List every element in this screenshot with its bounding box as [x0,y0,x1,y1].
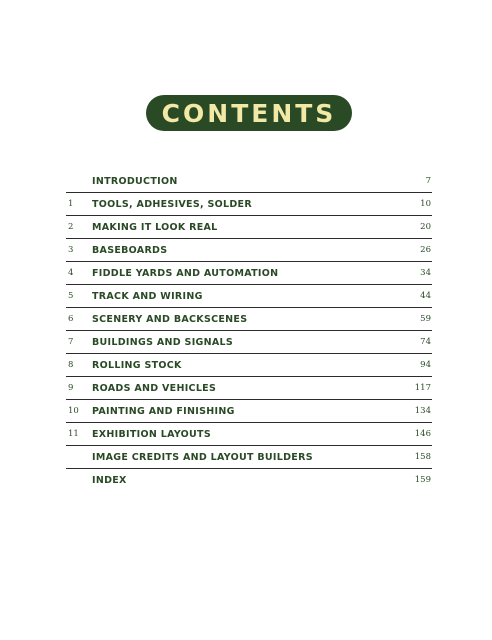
toc-entry[interactable] [66,400,432,423]
toc-entry[interactable] [66,170,432,193]
chapter-title: FIDDLE YARDS AND AUTOMATION [92,268,279,279]
page-number: 7 [425,176,431,186]
toc-entry[interactable] [66,216,432,239]
page-number: 134 [414,406,431,416]
page-number: 20 [420,222,431,232]
chapter-number: 1 [68,199,74,209]
chapter-title: TOOLS, ADHESIVES, SOLDER [92,199,252,210]
page-number: 74 [420,337,431,347]
page-number: 26 [420,245,431,255]
toc-entry[interactable] [66,239,432,262]
chapter-title: PAINTING AND FINISHING [92,406,235,417]
chapter-number: 2 [68,222,74,232]
chapter-title: INTRODUCTION [92,176,178,187]
chapter-number: 3 [68,245,74,255]
toc-entry[interactable] [66,469,432,492]
page-number: 59 [420,314,431,324]
table-of-contents [66,170,432,492]
chapter-number: 8 [68,360,74,370]
page-number: 158 [414,452,431,462]
toc-entry[interactable] [66,331,432,354]
chapter-title: INDEX [92,475,127,486]
chapter-title: BUILDINGS AND SIGNALS [92,337,234,348]
toc-entry[interactable] [66,377,432,400]
page-number: 159 [414,475,431,485]
page-number: 10 [420,199,431,209]
chapter-title: TRACK AND WIRING [92,291,203,302]
chapter-number: 9 [68,383,74,393]
chapter-title: BASEBOARDS [92,245,168,256]
page-title: CONTENTS [161,98,337,128]
page-number: 117 [414,383,431,393]
toc-entry[interactable] [66,354,432,377]
toc-entry[interactable] [66,423,432,446]
chapter-title: SCENERY AND BACKSCENES [92,314,248,325]
chapter-number: 11 [68,429,79,439]
chapter-title: MAKING IT LOOK REAL [92,222,218,233]
chapter-number: 10 [68,406,79,416]
chapter-title: ROLLING STOCK [92,360,182,371]
chapter-number: 4 [68,268,74,278]
page-number: 94 [420,360,431,370]
page-number: 34 [420,268,431,278]
chapter-number: 6 [68,314,74,324]
chapter-number: 7 [68,337,74,347]
toc-entry[interactable] [66,308,432,331]
chapter-title: EXHIBITION LAYOUTS [92,429,211,440]
page-number: 146 [414,429,431,439]
toc-entry[interactable] [66,262,432,285]
chapter-title: ROADS AND VEHICLES [92,383,217,394]
chapter-title: IMAGE CREDITS AND LAYOUT BUILDERS [92,452,313,463]
chapter-number: 5 [68,291,74,301]
toc-entry[interactable] [66,446,432,469]
toc-entry[interactable] [66,285,432,308]
contents-heading-badge [146,95,352,131]
toc-entry[interactable] [66,193,432,216]
page-number: 44 [420,291,431,301]
